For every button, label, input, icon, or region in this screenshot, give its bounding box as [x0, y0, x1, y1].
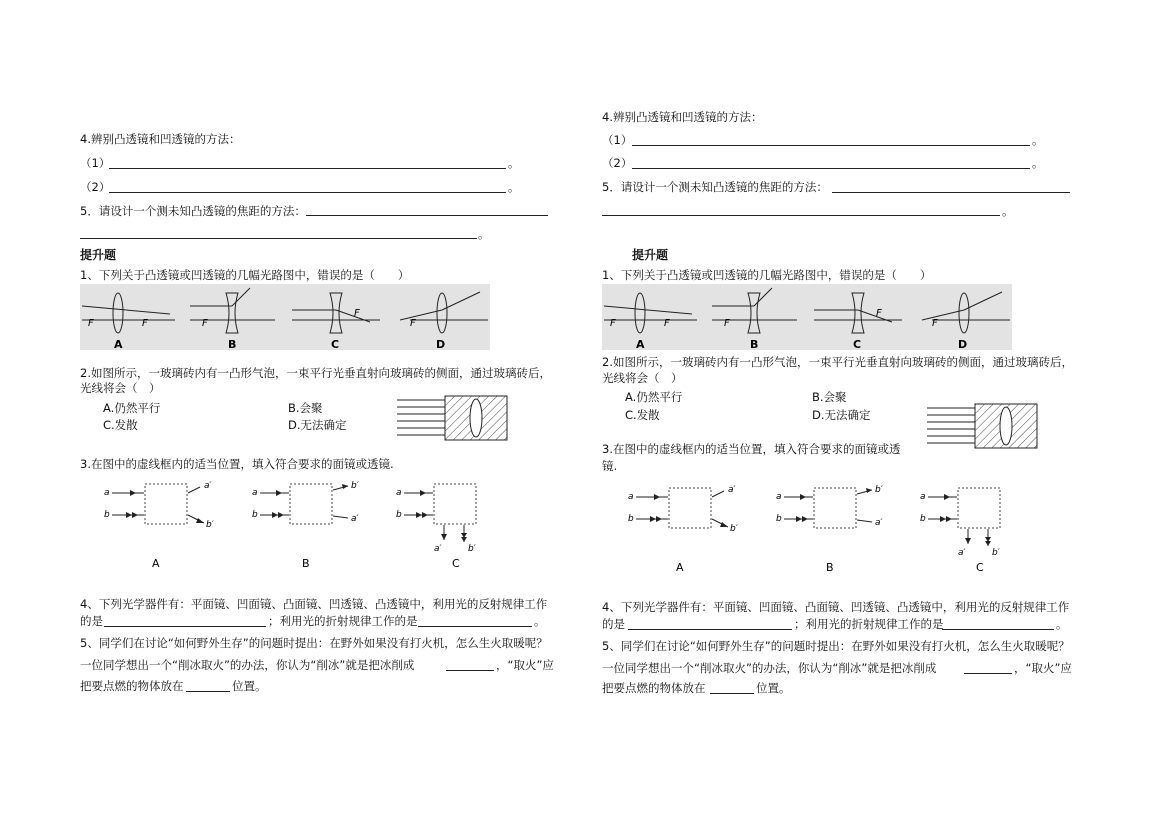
q4-item2-end: 。	[1032, 156, 1044, 170]
p4-end: 。	[1056, 617, 1068, 631]
q5-blank-2[interactable]	[602, 215, 1000, 216]
p2-option-c[interactable]: C.发散	[103, 418, 138, 432]
p4-line2a: 的是	[80, 614, 103, 628]
q4-item2-blank[interactable]	[109, 192, 506, 193]
p2-option-b[interactable]: B.会聚	[288, 401, 323, 415]
p1-a-f1: F	[88, 318, 94, 329]
q5-blank-1[interactable]	[832, 192, 1070, 193]
q4-item1-blank[interactable]	[632, 145, 1030, 146]
p3-a-in: a	[104, 488, 110, 498]
p1-b-f: F	[202, 318, 208, 329]
p4-line2a: 的是	[602, 617, 625, 631]
worksheet-right	[580, 0, 1159, 819]
p1-text: 1、下列关于凸透镜或凹透镜的几幅光路图中，错误的是（ ）	[602, 268, 932, 282]
p3-a-out: a′	[204, 481, 212, 491]
q4-title: 4.辨别凸透镜和凹透镜的方法：	[80, 132, 241, 146]
p3-b-a-in: a	[776, 492, 782, 502]
q4-title: 4.辨别凸透镜和凹透镜的方法：	[602, 110, 763, 124]
p3-label-b: B	[302, 557, 310, 570]
p3-b-a-out: a′	[351, 514, 359, 524]
p3-b-b-in: b	[252, 510, 258, 520]
p1-a-f1: F	[610, 318, 616, 329]
p3-c-a-in: a	[396, 488, 402, 498]
glass-brick-diagram	[397, 394, 509, 442]
p1-d-f: F	[410, 318, 416, 329]
p2-line1: 2.如图所示，一玻璃砖内有一凸形气泡，一束平行光垂直射向玻璃砖的侧面，通过玻璃砖后，	[602, 355, 1073, 369]
glass-brick-diagram	[927, 402, 1039, 450]
p1-b-f: F	[724, 318, 730, 329]
p3-line1: 3.在图中的虚线框内的适当位置，填入符合要求的面镜或透	[602, 442, 901, 456]
p3-b-out: b′	[730, 524, 738, 534]
p5-blank-1[interactable]	[446, 670, 494, 671]
p4-end: 。	[534, 614, 546, 628]
q4-item2-label: （2）	[602, 156, 633, 170]
p3-a-out: a′	[728, 485, 736, 495]
p4-blank-1[interactable]	[104, 626, 266, 627]
p3-b-in: b	[104, 510, 110, 520]
p3-line1: 3.在图中的虚线框内的适当位置，填入符合要求的面镜或透镜.	[80, 457, 394, 471]
p5-line3b: 位置。	[232, 679, 267, 693]
p2-option-a[interactable]: A.仍然平行	[625, 390, 683, 404]
section-title: 提升题	[80, 248, 117, 262]
q4-item2-blank[interactable]	[632, 168, 1030, 169]
p4-line2b: ；利用光的折射规律工作的是	[794, 617, 944, 631]
p2-option-a[interactable]: A.仍然平行	[103, 401, 161, 415]
p2-option-d[interactable]: D.无法确定	[812, 408, 871, 422]
lens-diagram-svg	[80, 284, 490, 350]
q4-item1-end: 。	[508, 156, 520, 170]
mirror-lens-boxes	[100, 478, 480, 573]
p1-d-f: F	[932, 318, 938, 329]
p2-line1: 2.如图所示，一玻璃砖内有一凸形气泡，一束平行光垂直射向玻璃砖的侧面，通过玻璃砖后，	[80, 366, 551, 380]
p3-b-a-in: a	[252, 488, 258, 498]
p4-blank-2[interactable]	[942, 629, 1054, 630]
q4-item2-end: 。	[508, 180, 520, 194]
q5-text: 5．请设计一个测未知凸透镜的焦距的方法：	[80, 204, 306, 218]
p1-label-a: A	[636, 338, 645, 351]
p5-line3a: 把要点燃的物体放在	[80, 679, 184, 693]
p1-a-f2: F	[142, 318, 148, 329]
p3-b-b-out: b′	[351, 481, 359, 491]
p5-line2b: ，“取火”应	[1014, 661, 1072, 675]
p5-line2a: 一位同学想出一个“削冰取火”的办法，你认为“削冰”就是把冰削成	[80, 658, 415, 672]
q5-end: 。	[478, 227, 490, 241]
q4-item1-end: 。	[1032, 133, 1044, 147]
p3-line2: 镜.	[602, 459, 618, 473]
mirror-lens-boxes	[624, 482, 1004, 577]
p3-b-a-out: a′	[875, 518, 883, 528]
p4-line1: 4、下列光学器件有：平面镜、凹面镜、凸面镜、凹透镜、凸透镜中，利用光的反射规律工作	[602, 600, 1070, 614]
p5-line2b: ，“取火”应	[496, 658, 554, 672]
p1-label-b: B	[228, 338, 237, 351]
p5-line3a: 把要点燃的物体放在	[602, 681, 706, 695]
p2-option-b[interactable]: B.会聚	[812, 390, 847, 404]
p3-c-a-out: a′	[434, 544, 442, 554]
p3-label-b: B	[826, 561, 834, 574]
lens-diagram-strip	[80, 284, 490, 350]
q4-item1-label: （1）	[80, 156, 111, 170]
p4-blank-2[interactable]	[418, 626, 532, 627]
p5-line2a: 一位同学想出一个“削冰取火”的办法，你认为“削冰”就是把冰削成	[602, 661, 937, 675]
p1-label-b: B	[750, 338, 759, 351]
p2-option-c[interactable]: C.发散	[625, 408, 660, 422]
p1-text: 1、下列关于凸透镜或凹透镜的几幅光路图中，错误的是（ ）	[80, 268, 410, 282]
p5-blank-1[interactable]	[964, 673, 1012, 674]
q5-blank-1[interactable]	[306, 215, 548, 216]
p3-c-b-in: b	[396, 510, 402, 520]
lens-diagram-strip	[602, 284, 1012, 350]
p2-line2: 光线将会（ ）	[80, 381, 161, 395]
p1-c-f: F	[876, 308, 882, 319]
lens-diagram-svg	[602, 284, 1012, 350]
p2-option-d[interactable]: D.无法确定	[288, 418, 347, 432]
p1-label-d: D	[958, 338, 968, 351]
q4-item1-blank[interactable]	[109, 168, 506, 169]
p1-label-d: D	[436, 338, 446, 351]
q5-end: 。	[1002, 204, 1014, 218]
p3-label-c: C	[976, 561, 984, 574]
p3-c-a-in: a	[920, 492, 926, 502]
p2-line2: 光线将会（ ）	[602, 371, 683, 385]
p5-line1: 5、同学们在讨论“如何野外生存”的问题时提出：在野外如果没有打火机，怎么生火取暖呢？	[602, 639, 1070, 653]
p3-b-in: b	[628, 514, 634, 524]
p3-c-b-out: b′	[992, 548, 1000, 558]
q4-item2-label: （2）	[80, 180, 111, 194]
p1-label-c: C	[853, 338, 862, 351]
p3-label-a: A	[676, 561, 684, 574]
p4-blank-1[interactable]	[628, 629, 792, 630]
p5-line1: 5、同学们在讨论“如何野外生存”的问题时提出：在野外如果没有打火机，怎么生火取暖呢？	[80, 636, 548, 650]
p1-label-a: A	[114, 338, 123, 351]
p3-c-b-out: b′	[468, 544, 476, 554]
p3-b-b-out: b′	[875, 485, 883, 495]
q4-item1-label: （1）	[602, 133, 633, 147]
section-title: 提升题	[632, 248, 669, 262]
p3-label-a: A	[152, 557, 160, 570]
p1-a-f2: F	[664, 318, 670, 329]
q5-blank-2[interactable]	[80, 238, 477, 239]
p4-line2b: ；利用光的折射规律工作的是	[268, 614, 418, 628]
p1-c-f: F	[354, 308, 360, 319]
p3-b-b-in: b	[776, 514, 782, 524]
q5-text: 5．请设计一个测未知凸透镜的焦距的方法：	[602, 180, 828, 194]
p5-blank-2[interactable]	[710, 693, 754, 694]
p5-blank-2[interactable]	[186, 691, 230, 692]
p3-a-in: a	[628, 492, 634, 502]
p4-line1: 4、下列光学器件有：平面镜、凹面镜、凸面镜、凹透镜、凸透镜中，利用光的反射规律工作	[80, 597, 548, 611]
p5-line3b: 位置。	[756, 681, 791, 695]
p3-c-b-in: b	[920, 514, 926, 524]
p3-c-a-out: a′	[958, 548, 966, 558]
p3-b-out: b′	[206, 520, 214, 530]
p1-label-c: C	[331, 338, 340, 351]
p3-label-c: C	[452, 557, 460, 570]
